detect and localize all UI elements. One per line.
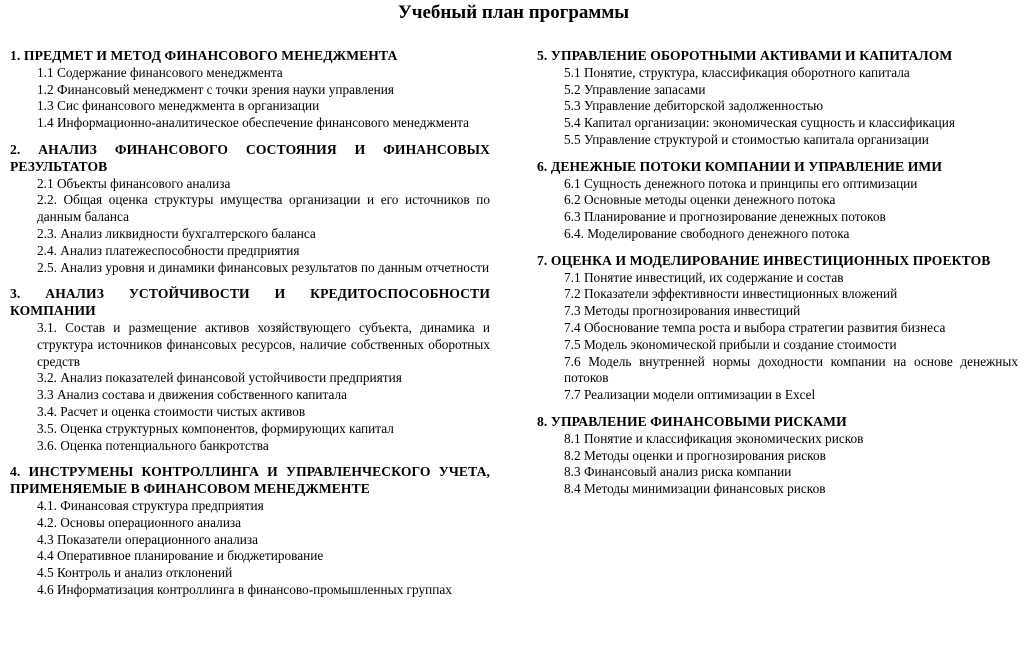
section-item: 5.2 Управление запасами xyxy=(564,81,706,97)
section-item: 8.1 Понятие и классификация экономических рисков xyxy=(564,430,864,446)
section-title: 1. ПРЕДМЕТ И МЕТОД ФИНАНСОВОГО МЕНЕДЖМЕНТА xyxy=(10,48,398,63)
section-item: 7.2 Показатели эффективности инвестиционных вложений xyxy=(564,286,898,302)
curriculum-section xyxy=(10,464,490,598)
section-title: 3. АНАЛИЗ УСТОЙЧИВОСТИ И КРЕДИТОСПОСОБНОСТИ КОМПАНИИ xyxy=(10,286,490,319)
section-item: 4.3 Показатели операционного анализа xyxy=(37,531,258,547)
curriculum-section xyxy=(10,48,490,132)
curriculum-section xyxy=(10,142,490,276)
curriculum-section xyxy=(537,159,1018,243)
section-title: 7. ОЦЕНКА И МОДЕЛИРОВАНИЕ ИНВЕСТИЦИОННЫХ ПРОЕКТОВ xyxy=(537,252,991,268)
section-item: 3.1. Состав и размещение активов хозяйствующего субъекта, динамика и структура источников финансовых ресурсов, наличие собственных оборотных средств xyxy=(37,319,490,369)
section-item: 8.4 Методы минимизации финансовых рисков xyxy=(564,481,826,497)
section-item: 5.1 Понятие, структура, классификация оборотного капитала xyxy=(564,64,910,80)
section-title: 8. УПРАВЛЕНИЕ ФИНАНСОВЫМИ РИСКАМИ xyxy=(537,413,847,429)
section-item: 4.1. Финансовая структура предприятия xyxy=(37,497,264,513)
section-item: 8.2 Методы оценки и прогнозирования рисков xyxy=(564,447,826,463)
section-item: 7.6 Модель внутренней нормы доходности компании на основе денежных потоков xyxy=(564,353,1018,386)
left-column xyxy=(10,48,490,609)
right-column xyxy=(537,48,1018,508)
section-item: 6.3 Планирование и прогнозирование денежных потоков xyxy=(564,209,886,225)
section-item: 6.4. Моделирование свободного денежного потока xyxy=(564,225,850,241)
section-item: 7.7 Реализации модели оптимизации в Excel xyxy=(564,387,816,403)
section-item: 3.3 Анализ состава и движения собственного капитала xyxy=(37,387,348,403)
section-item: 8.3 Финансовый анализ риска компании xyxy=(564,464,792,480)
section-item: 2.3. Анализ ликвидности бухгалтерского баланса xyxy=(37,225,316,241)
section-item: 4.5 Контроль и анализ отклонений xyxy=(37,565,233,581)
section-item: 6.2 Основные методы оценки денежного потока xyxy=(564,192,836,208)
curriculum-section xyxy=(537,48,1018,149)
section-item: 2.4. Анализ платежеспособности предприятия xyxy=(37,242,300,258)
section-item: 1.4 Информационно-аналитическое обеспечение финансового менеджмента xyxy=(37,115,470,131)
section-item: 4.2. Основы операционного анализа xyxy=(37,514,242,530)
section-item: 6.1 Сущность денежного потока и принципы его оптимизации xyxy=(564,175,918,191)
section-item: 2.1 Объекты финансового анализа xyxy=(37,175,231,191)
section-item: 2.2. Общая оценка структуры имущества организации и его источников по данным баланса xyxy=(37,192,490,225)
section-item: 3.4. Расчет и оценка стоимости чистых активов xyxy=(37,403,306,419)
curriculum-section xyxy=(537,414,1018,498)
section-item: 7.4 Обоснование темпа роста и выбора стратегии развития бизнеса xyxy=(564,319,946,335)
section-item: 2.5. Анализ уровня и динамики финансовых результатов по данным отчетности xyxy=(37,259,490,275)
section-item: 3.6. Оценка потенциального банкротства xyxy=(37,437,269,453)
section-title: 5. УПРАВЛЕНИЕ ОБОРОТНЫМИ АКТИВАМИ И КАПИТАЛОМ xyxy=(537,48,953,63)
section-item: 7.5 Модель экономической прибыли и создание стоимости xyxy=(564,336,897,352)
section-title: 6. ДЕНЕЖНЫЕ ПОТОКИ КОМПАНИИ И УПРАВЛЕНИЕ ИМИ xyxy=(537,158,942,174)
section-item: 5.4 Капитал организации: экономическая сущность и классификация xyxy=(564,115,955,131)
section-item: 7.1 Понятие инвестиций, их содержание и состав xyxy=(564,269,844,285)
curriculum-section xyxy=(537,253,1018,404)
section-item: 7.3 Методы прогнозирования инвестиций xyxy=(564,303,801,319)
section-item: 5.3 Управление дебиторской задолженностью xyxy=(564,98,824,114)
section-item: 1.2 Финансовый менеджмент с точки зрения науки управления xyxy=(37,81,395,97)
curriculum-section xyxy=(10,286,490,454)
section-title: 4. ИНСТРУМЕНЫ КОНТРОЛЛИНГА И УПРАВЛЕНЧЕСКОГО УЧЕТА, ПРИМЕНЯЕМЫЕ В ФИНАНСОВОМ МЕНЕДЖМЕНТЕ xyxy=(10,464,490,497)
section-item: 1.1 Содержание финансового менеджмента xyxy=(37,64,283,80)
page-title: Учебный план программы xyxy=(397,2,630,23)
section-item: 5.5 Управление структурой и стоимостью капитала организации xyxy=(564,131,929,147)
section-item: 3.5. Оценка структурных компонентов, формирующих капитал xyxy=(37,420,394,436)
section-item: 4.6 Информатизация контроллинга в финансово-промышленных группах xyxy=(37,581,452,597)
section-item: 4.4 Оперативное планирование и бюджетирование xyxy=(37,548,324,564)
section-item: 3.2. Анализ показателей финансовой устойчивости предприятия xyxy=(37,370,402,386)
section-title: 2. АНАЛИЗ ФИНАНСОВОГО СОСТОЯНИЯ И ФИНАНСОВЫХ РЕЗУЛЬТАТОВ xyxy=(10,141,490,174)
section-item: 1.3 Сис финансового менеджмента в организации xyxy=(37,98,320,114)
